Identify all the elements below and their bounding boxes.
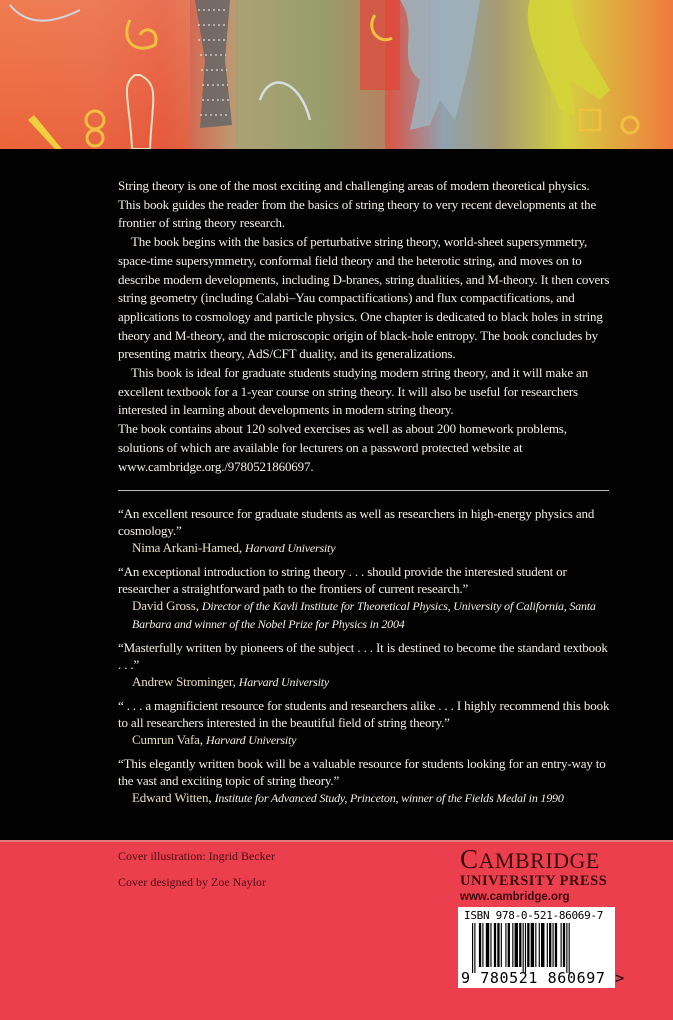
description-paragraph: The book contains about 120 solved exercises as well as about 200 homework problems, solutions of which are available for lecturers on a password protected website at www.cambridge.org./9780521860697.: [118, 421, 567, 474]
design-credit: Cover designed by Zoe Naylor: [118, 875, 266, 889]
quote-attribution: David Gross, Director of the Kavli Institute for Theoretical Physics, University of California, Santa Barbara and winner of the Nobel Prize for Physics in 2004: [132, 598, 596, 632]
barcode-bar: [479, 923, 481, 967]
isbn-barcode: [458, 907, 625, 988]
barcode-bar: [505, 923, 506, 967]
divider-rule: [118, 490, 609, 491]
barcode-bar: [494, 923, 496, 967]
barcode-bar: [486, 923, 489, 967]
barcode-bar: [519, 923, 521, 967]
endorsements: [118, 505, 612, 807]
barcode-bar: [563, 923, 565, 967]
illustration-credit: Cover illustration: Ingrid Becker: [118, 849, 275, 863]
endorsement: [118, 505, 612, 557]
back-cover-panel: [0, 149, 673, 840]
barcode-bars-icon: [472, 923, 604, 973]
quote-affiliation: Harvard University: [238, 675, 330, 690]
quote-author: Edward Witten: [132, 790, 209, 806]
barcode-bar: [490, 923, 491, 967]
barcode-bar: [512, 923, 513, 967]
barcode-bar: [535, 923, 536, 967]
barcode-bar: [501, 923, 502, 967]
book-description: [118, 177, 612, 476]
barcode-bar: [527, 923, 529, 967]
publisher-name: [460, 844, 607, 874]
quote-attribution: Cumrun Vafa, Harvard University: [132, 732, 297, 748]
quote-attribution: Edward Witten, Institute for Advanced Study, Princeton, winner of the Fields Medal in 1990: [132, 790, 564, 806]
barcode-bar: [482, 923, 483, 967]
description-paragraph: This book is ideal for graduate students studying modern string theory, and it will make an excellent textbook for a 1-year course on string theory. It will also be useful for researchers interested in learning about developments in modern string theory.: [118, 365, 589, 418]
endorsement: [118, 697, 612, 749]
footer-band: [0, 840, 673, 1020]
quote-author: Andrew Strominger: [132, 674, 233, 690]
description-paragraph: The book begins with the basics of perturbative string theory, world-sheet supersymmetry, space-time supersymmetry, conformal field theory and the heterotic string, and moves on to describe modern developments, including D-branes, string dualities, and M-theory. It then covers string geometry (including Calabi–Yau compactifications) and flux compactifications, and applications to cosmology and particle physics. One chapter is dedicated to black holes in string theory and M-theory, and the microscopic origin of black-hole entropy. The book concludes by presenting matrix theory, AdS/CFT duality, and its generalizations.: [118, 234, 610, 362]
endorsement: [118, 639, 612, 691]
quote-affiliation: Institute for Advanced Study, Princeton, winner of the Fields Medal in 1990: [214, 791, 564, 806]
barcode-bar: [555, 923, 557, 967]
publisher-url: www.cambridge.org: [460, 891, 570, 903]
barcode-bar: [569, 923, 570, 973]
barcode-bar: [547, 923, 548, 967]
quote-author: Cumrun Vafa: [132, 732, 200, 748]
barcode-bar: [541, 923, 544, 967]
barcode-bar: [549, 923, 551, 967]
barcode-bar: [553, 923, 554, 967]
quote-affiliation: Harvard University: [206, 733, 297, 748]
quote-affiliation: Harvard University: [245, 541, 336, 556]
barcode-bar: [561, 923, 562, 967]
quote-affiliation: Director of the Kavli Institute for Theoretical Physics, University of California, Santa Barbara and winner of the Nobel Prize for Physics in 2004: [132, 599, 596, 632]
barcode-number: 9 780521 860697 >: [461, 969, 625, 987]
isbn-label: ISBN 978-0-521-86069-7: [464, 909, 604, 922]
barcode-bar: [515, 923, 518, 967]
barcode-bar: [472, 923, 473, 973]
publisher-name-rest: AMBRIDGE: [478, 848, 600, 873]
barcode-bar: [508, 923, 510, 967]
quote-author: Nima Arkani-Hamed: [132, 540, 239, 556]
quote-attribution: Nima Arkani-Hamed, Harvard University: [132, 540, 336, 556]
description-paragraph: String theory is one of the most exciting and challenging areas of modern theoretical physics. This book guides the reader from the basics of string theory to very recent developments at the frontier of string theory research.: [118, 178, 597, 231]
publisher-subtitle: UNIVERSITY PRESS: [460, 873, 608, 889]
barcode-bar: [525, 923, 526, 973]
barcode-bar: [566, 923, 567, 973]
barcode-bar: [531, 923, 534, 967]
publisher-logo: [460, 844, 608, 903]
quote-attribution: Andrew Strominger, Harvard University: [132, 674, 330, 690]
quote-text: “An exceptional introduction to string theory . . . should provide the interested student or researcher a straightforward path to the frontiers of current research.”: [118, 564, 567, 597]
cover-credits: [118, 849, 275, 901]
barcode-bar: [497, 923, 499, 967]
barcode-bar: [474, 923, 475, 973]
quote-text: “Masterfully written by pioneers of the subject . . . It is destined to become the standard textbook . . .”: [118, 640, 608, 673]
cover-artwork: [0, 0, 673, 149]
endorsement: [118, 563, 612, 633]
abstract-painting-icon: [0, 0, 673, 149]
publisher-name-initial: C: [460, 844, 479, 874]
quote-text: “ . . . a magnificient resource for students and researchers alike . . . I highly recommend this book to all researchers interested in the beautiful field of string theory.”: [118, 698, 610, 731]
quote-text: “An excellent resource for graduate students as well as researchers in high-energy physics and cosmology.”: [118, 506, 595, 539]
quote-author: David Gross: [132, 598, 196, 614]
quote-text: “This elegantly written book will be a valuable resource for students looking for an entry-way to the vast and exciting topic of string theory.”: [118, 756, 606, 789]
barcode-bar: [539, 923, 540, 967]
endorsement: [118, 755, 612, 807]
barcode-bar: [523, 923, 524, 973]
